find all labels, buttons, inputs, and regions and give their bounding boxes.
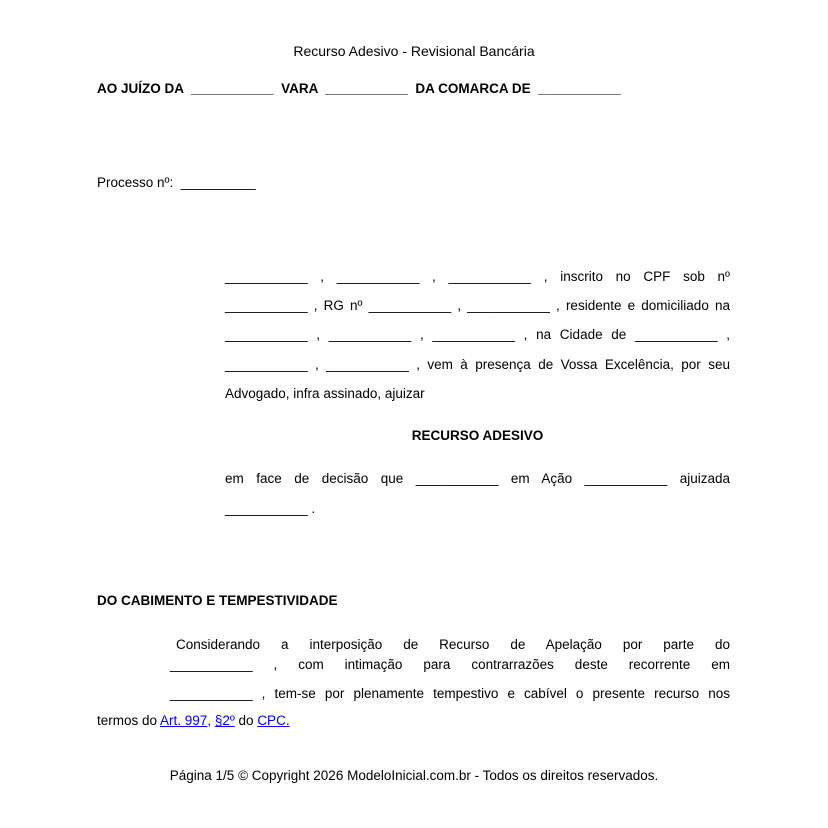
- court-addressing-line: AO JUÍZO DA ___________ VARA ___________ DA COMARCA DE ___________: [97, 81, 621, 96]
- page-footer: Página 1/5 © Copyright 2026 ModeloInicial.com.br - Todos os direitos reservados.: [169, 768, 659, 783]
- citation-prefix: termos do: [97, 713, 161, 728]
- cabimento-line-3: ___________ , tem-se por plenamente tempestivo e cabível o presente recurso nos: [170, 686, 730, 701]
- case-number-line: Processo nº: __________: [97, 175, 256, 190]
- section-heading-recurso-adesivo: RECURSO ADESIVO: [411, 428, 544, 443]
- decision-line-1: em face de decisão que ___________ em Ação ___________ ajuizada: [225, 471, 730, 486]
- document-title: Recurso Adesivo - Revisional Bancária: [293, 43, 535, 59]
- link-art-997[interactable]: Art. 997: [160, 713, 208, 728]
- decision-line-2: ___________ .: [225, 501, 316, 516]
- party-qualification-line-4: ___________ , ___________ , vem à presença de Vossa Excelência, por seu: [225, 357, 730, 372]
- link-cpc[interactable]: CPC.: [257, 713, 290, 728]
- party-qualification-line-3: ___________ , ___________ , ___________ , na Cidade de ___________ ,: [225, 327, 730, 342]
- cabimento-line-1: Considerando a interposição de Recurso de Apelação por parte do: [176, 637, 730, 652]
- citation-middle: do: [234, 713, 258, 728]
- party-qualification-line-2: ___________ , RG nº ___________ , ___________ , residente e domiciliado na: [225, 298, 730, 313]
- link-paragraph-2[interactable]: §2º: [214, 713, 235, 728]
- party-qualification-line-5: Advogado, infra assinado, ajuizar: [225, 386, 425, 401]
- party-qualification-line-1: ___________ , ___________ , ___________ , inscrito no CPF sob nº: [225, 269, 730, 284]
- citation-comma: ,: [207, 713, 215, 728]
- cabimento-line-2: ___________ , com intimação para contrarrazões deste recorrente em: [170, 657, 730, 672]
- citation-line: [97, 713, 290, 729]
- section-heading-cabimento: DO CABIMENTO E TEMPESTIVIDADE: [97, 593, 338, 608]
